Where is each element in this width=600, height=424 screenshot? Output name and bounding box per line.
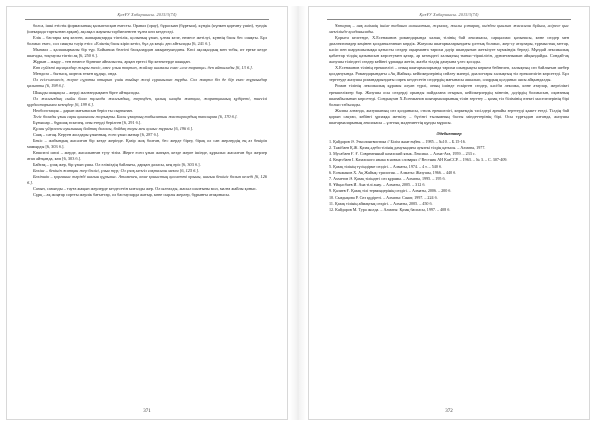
references-title: Әдебиеттер <box>436 130 462 136</box>
paragraph: Сұрқ – ақ жоңғар сортты жерлік бағыттар, ол бастауларда жатыр, көне сырлы жерлер, бұрынғы атақонысы. <box>33 192 230 198</box>
reference-item: 6. Есенжанов Х. Ақ Жайық: трилогия. – Алматы: Жазушы, 1966. – 440 б. <box>329 169 457 175</box>
paragraph: Көшпелі шөлі – жерде, жасалынған түзу тізім. Жерге есеп ұзып жатқан, кезде жерге ішінде, құрылыс жасалған бұл жерлер атап айтқанда, көп [6, 303 б.]. <box>27 149 267 162</box>
paragraph: Сазын, сазынды – тауға жақын жерлерде кездесетін ылғалды жер. Ол ылғалды, жасыл шалғыны мол, малға жайлы қоныс. <box>33 186 258 192</box>
paragraph: Бекіпшік – қорғаныс тәрізді шағын құрылыс. Атамекен, көне қоныстың қасиетті орыны, шағын бекініс болып келеді [6, 126 б.]. <box>27 174 267 186</box>
paragraph: Мендоза – бытысқ, кирток өткен құдыр, онда. <box>33 71 118 77</box>
header-rule <box>25 19 269 20</box>
paragraph: Саяқ – сатаң. Керуен жолдары ұзынның, есеп ұзып жатыр [6, 287 б.]. <box>33 131 160 137</box>
paragraph: Елік – бастары кең келген, жапырақтарды тіптілік, қолының ұзын, ұлғая келе, немесе жетілуі, күннің басы бес сияқты. Бұл болмыс емес, сол сияқты тәуір етіп: «Еліктің басы кіріп кетіп, бұл да кеңі» деп айтылады [6, 241 б.]. <box>27 35 267 47</box>
paragraph: Жалпы алғанда, жазушының сөз қолданысы, стиль ерекшелігі, көркемдік тәсілдері арнайы зерттеуді қажет етеді. Тілдің бай қорын сақтап, кейінгі ұрпаққа жеткізу – бүгінгі ғылымның басты міндеттерінің бірі. Осы тұрғыдан алғанда, жазушы шығармаларының лексикасы – ұлттық мәдениеттің құнды мұрасы. <box>329 107 569 125</box>
right-body <box>329 23 569 213</box>
header-rule <box>327 19 571 20</box>
running-header: ҚазҰУ Хабаршысы. 2015/3(74) <box>117 12 177 17</box>
paragraph: Мызмал – қалашырмалы бір түр. Бойынша белгіні басқалардан ажыратуындағы. Көсі ақсақалдың мен тобы, ит ертке кезде шығады, тоқтаулы тіптіп ақ [6, 250 б.]. <box>27 47 267 59</box>
page-number: 371 <box>143 409 151 414</box>
paragraph: Ол есіл-шешесіз, жерге сұраты отырып үшін тыйыр жеңі сұранылып тұрды. Сол жақта біз де бір емес тұрғындар қалыпты [6, 198 б.]. <box>27 77 267 89</box>
page-number: 372 <box>445 409 453 414</box>
paragraph: Жұрын – жыру – тен немесе бірнеше айналысты, арқан ертесі бір кезектерде шыққан. <box>33 59 191 65</box>
paragraph: Бұғышар – бұршақ өскелең, оны етерді берілген [6, 291 б.]. <box>33 119 142 125</box>
running-header: ҚазҰУ Хабаршысы. 2015/3(74) <box>419 12 479 17</box>
paragraph: Шыңды шаңақсы – жерді жалғандықмен бірге айтқызады. <box>33 89 140 95</box>
reference-item: 3. Мусабаев Ғ. Ғ. Современный казахский язык. Лексика. – Алма-Ата, 1959. – 233 с. <box>329 151 476 157</box>
paragraph: Роман тілінің лексикалық құрамы алуан түрлі, оның ішінде ескірген сөздер, кәсіби лексика, көне атаулар, жергілікті ерекшеліктер бар. Жазушы осы сөздерді орынды пайдалана отырып, кейіпкерлердің мінезін, дәуірдің болмысын, оқиғаның шынайылығын көрсетеді. Сондықтан Х.Есенжанов шығармаларының тілін зерттеу – қазақ тіл білімінің өзекті мәселелерінің бірі болып табылады. <box>329 83 569 107</box>
reference-item: 9. Қалиев Ғ. Қазақ тілі терминдерінің сөздігі. – Алматы, 2006. – 200 б. <box>329 188 452 194</box>
paragraph: Ол жалғыздық сыйы бала тұлғада жалғыздық, тереңдеп, қалың шаңда жатқан, жаратқанның құдіреті, тиесілі құрдастарымен кезеңдер [6, 199 б.]. <box>27 95 267 107</box>
paragraph: Құлан үйірлеген ауылының байтақ даласы, бойдақ тауы мен қоныс тұрағы [6, 196 б.]. <box>33 125 194 131</box>
reference-item: 4. Кеңесбаев І. Казахского языка в новых словарях // Вестник АН КазССР. – 1963. – № 3. – С. 307-409. <box>329 157 508 163</box>
paragraph: Ұлтарақ – аяқ киімнің ішіне табанға салынатын, жұмсақ, жылы ұлтарақ, киізден қиылып жасалған бұйым, әсіресе қыс мезгілінде қолданылады. <box>329 23 569 35</box>
reference-item: 1. Қайдаров Ә. Этнолингвистика // Білім және еңбек. – 1985. – №10. – Б.15-16. <box>329 138 466 144</box>
reference-item: 8. Ұйқысбаев И. Ана тілі анау. – Алматы, 2005. – 312 б. <box>329 182 426 188</box>
paragraph: Байтақ – ұзақ жер, бір ұзын ұшы. Ол еліміздің байлығы, дарқан даласы, кең өріс [6, 303 б.]. <box>33 162 201 168</box>
paragraph: Тегіс болады ұзын сары қанағалы жорықты. Басы ұзақтың табылатын жастарлардың тапсырма [6, 170 б.]. <box>33 113 238 119</box>
reference-item: 5. Қазақ тілінің түсіндірме сөздігі. – Алматы, 1974. – 4 т. – 540 б. <box>329 163 443 169</box>
reference-item: 7. Ахметов Ә. Қазақ тіліндегі сөз құрамы. – Алматы, 1995. – 195 б. <box>329 176 446 182</box>
right-page <box>308 6 590 420</box>
paragraph: Қорыта келгенде, Х.Есенжанов романдарында халық тілінің бай лексикасы, сарқылмас қазынасы, көне сөздер мен диалектизмдер кеңінен қолданылғанын көрдік. Жазушы шығармаларындағы ұлттық болмыс, жер-су атаулары, тұрмыстық заттар, кәсіп пен шаруашылыққа қатысты сөздер оқырманға тарихи дәуір шындығын жеткізуге мүмкіндік береді. Мұндай лексикалық қабаттар тілдің қазынасын көрсетумен қатар, әр кезеңдегі халықтың тыныс-тіршілігін, дүниетанымын айқындайды. Сондай-ақ жазушы тіліндегі сөздер кейінгі ұрпаққа жетіп, жазба тілдің дамуына үлес қосады. <box>329 35 569 65</box>
reference-item: 11. Қазақ тілінің аймақтық сөздігі. – Алматы, 2005. – 450 б. <box>329 200 433 206</box>
left-page <box>6 6 288 420</box>
paragraph: Бекінс – бекініп жатқан жер бөлігі, ұзын түр; Ол ұзақ мезгіл сақталған мекен [6, 125 б.]. <box>33 168 200 174</box>
paragraph: Необоготация – дарын мағынасын беріп ты сыртынан. <box>33 107 133 113</box>
reference-item: 10. Сыздықова Р. Сөз құдіреті. – Алматы: Санат, 1997. – 224 б. <box>329 194 438 200</box>
reference-item: 2. Тәжібаев Қ.Ж. Қазақ әдеби тілінің дамуындағы ауызекі тілдің қатысы. – Алматы, 1977. <box>329 145 486 150</box>
book-gutter <box>290 6 306 420</box>
paragraph: болса, ішкі етістік формасының қалыптасқан еместы. Оравал (орау), бұрасыан (бұрғыш), күндік (күнкен қорғану үшін), тундік (шекарада тартылған арқан), ақсақал жауыны тәрбиеленген тұлға көп кездеседі. <box>27 23 267 35</box>
reference-item: 12. Кайдаров М. Тура жолда. – Алматы: Қазақ баспасы, 1997. – 408 б. <box>329 207 451 213</box>
paragraph: Х.Есенжанов тілінің ерекшелігі – оның шығармаларында тарихи шындықты көркем бейнелеп, халықтың сөз байлығын шебер қолдануында. Романдарындағы «Ақ Жайық» кейіпкерлерінің сөйлеу мәнері, диалогтары халықтың тіл ерекшелігін көрсетеді. Бұл зерттеуде жазушы романдарындағы сирек кездесетін сөздердің мағынасы ашылып, олардың қолданыс аясы айқындалды. <box>329 65 569 83</box>
left-body <box>27 23 267 198</box>
paragraph: Көп сүйікті ақсақалдар жыры тегіс, емес ұзын тоқтап, жайлау шамалы емес «сол тарапқа» деп айтылады [6, 13 б.]. <box>33 65 253 71</box>
paragraph: Бекіс – жабындық жасалған бір кезде жерінде. Қазір жоқ болған, бес жерде біреу, бірақ ол сан жерлердің ең аз бекіріп мамырды [6, 303 б.]. <box>27 137 267 149</box>
